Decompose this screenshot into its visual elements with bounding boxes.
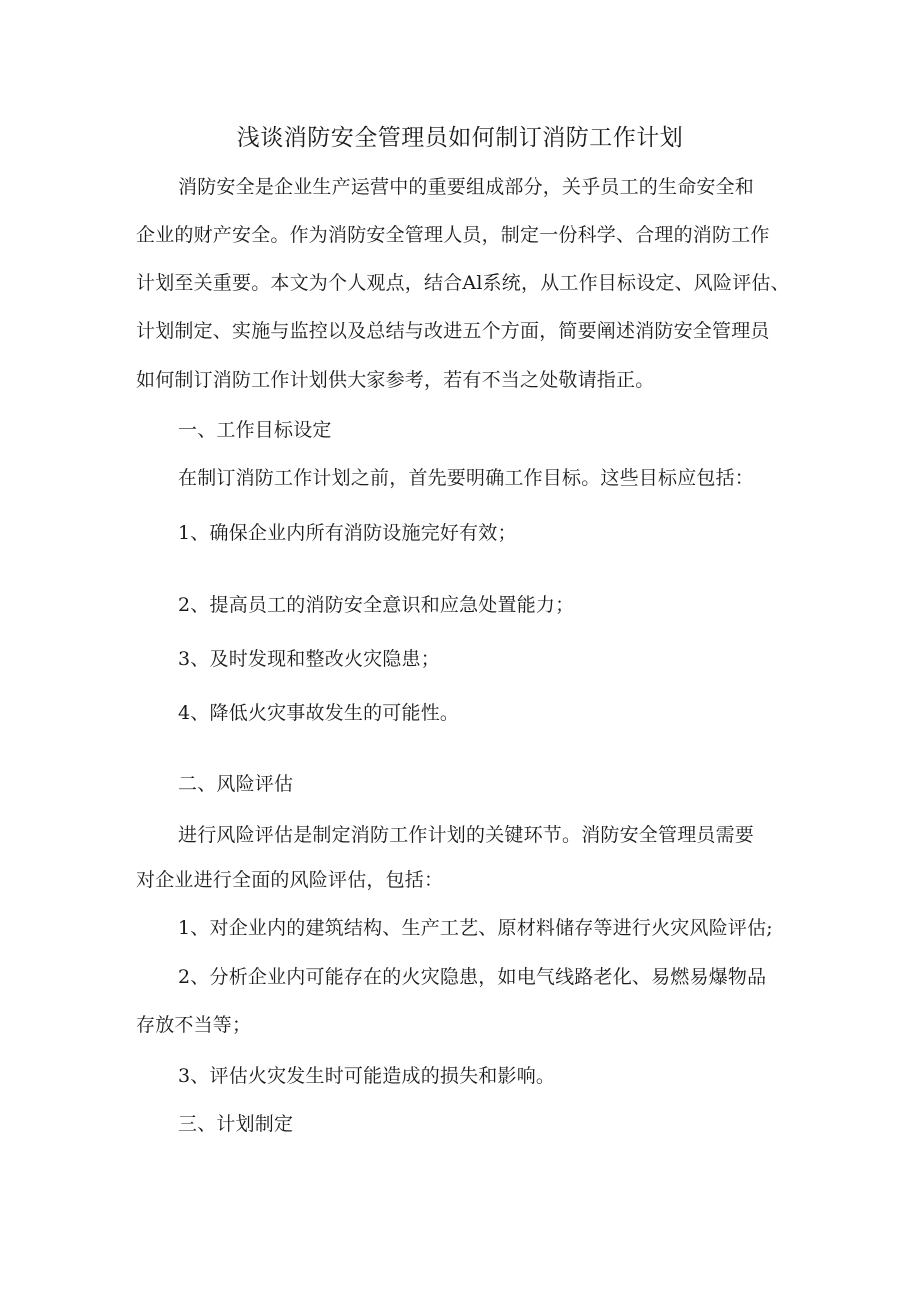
section2-item-2-line-1: 2、分析企业内可能存在的火灾隐患，如电气线路老化、易燃易爆物品 xyxy=(178,966,767,988)
section3-heading: 三、计划制定 xyxy=(178,1113,294,1135)
intro-line-3: 计划至关重要。本文为个人观点，结合Al系统，从工作目标设定、风险评估、 xyxy=(136,272,790,294)
section1-lead: 在制订消防工作计划之前，首先要明确工作目标。这些目标应包括： xyxy=(178,467,755,489)
section1-item-4: 4、降低火灾事故发生的可能性。 xyxy=(178,702,460,724)
document-title: 浅谈消防安全管理员如何制订消防工作计划 xyxy=(236,125,684,151)
section2-lead-line-1: 进行风险评估是制定消防工作计划的关键环节。消防安全管理员需要 xyxy=(178,824,755,846)
section2-item-3: 3、评估火灾发生时可能造成的损失和影响。 xyxy=(178,1065,556,1087)
section2-item-1: 1、对企业内的建筑结构、生产工艺、原材料储存等进行火灾风险评估; xyxy=(178,917,773,939)
section1-item-1: 1、确保企业内所有消防设施完好有效； xyxy=(178,522,517,544)
intro-line-4: 计划制定、实施与监控以及总结与改进五个方面，简要阐述消防安全管理员 xyxy=(136,320,770,342)
section2-heading: 二、风险评估 xyxy=(178,773,294,795)
intro-line-2: 企业的财产安全。作为消防安全管理人员，制定一份科学、合理的消防工作 xyxy=(136,224,770,246)
intro-line-1: 消防安全是企业生产运营中的重要组成部分，关乎员工的生命安全和 xyxy=(178,176,755,198)
section1-item-2: 2、提高员工的消防安全意识和应急处置能力； xyxy=(178,594,575,616)
section2-lead-line-2: 对企业进行全面的风险评估，包括： xyxy=(136,869,444,891)
section2-item-2-line-2: 存放不当等； xyxy=(136,1014,252,1036)
intro-line-5: 如何制订消防工作计划供大家参考，若有不当之处敬请指正。 xyxy=(136,369,655,391)
section1-heading: 一、工作目标设定 xyxy=(178,419,332,441)
section1-item-3: 3、及时发现和整改火灾隐患； xyxy=(178,648,440,670)
